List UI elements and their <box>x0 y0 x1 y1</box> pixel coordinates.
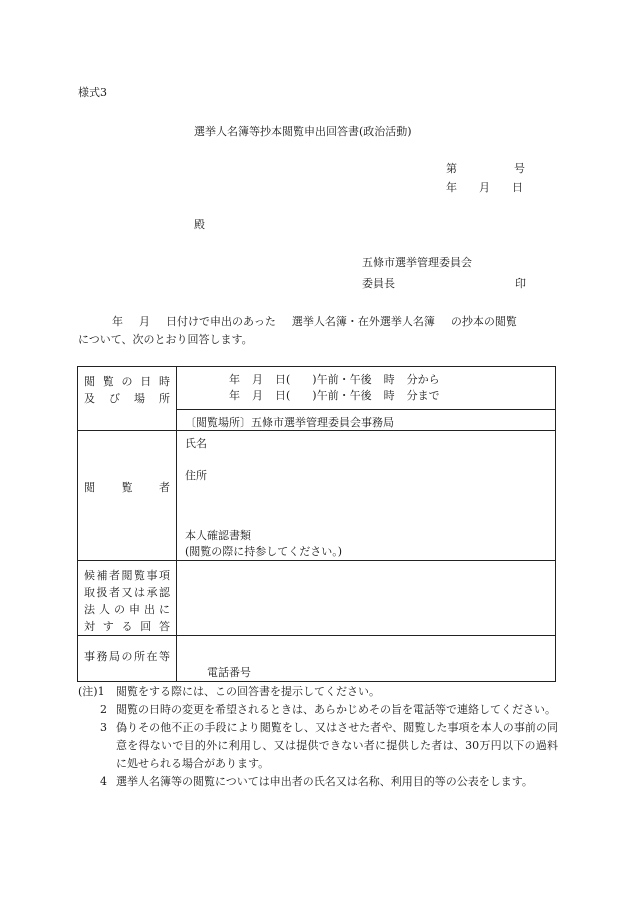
label-line: 法人の申出に <box>84 603 170 616</box>
note-text: 選挙人名簿等の閲覧については申出者の氏名又は名称、利用目的等の公表をします。 <box>116 775 533 788</box>
body-line-1 <box>78 313 553 331</box>
date-day: 日 <box>512 181 523 194</box>
note-text: 偽りその他不正の手段により閲覧をし、又はさせた者や、閲覧した事項を本人の事前の同意を得ないで目的外に利用し、又は提供できない者に提供した者は、30万円以下の過料に処せられる場合があります。 <box>116 721 558 770</box>
label-reply <box>78 561 177 636</box>
note-item <box>78 773 558 791</box>
notes <box>78 683 558 791</box>
body-roll-type: 選挙人名簿・在外選挙人名簿 <box>291 315 435 328</box>
datetime-cell[interactable] <box>177 367 556 410</box>
body-abstract: の抄本の閲覧 <box>450 315 517 328</box>
number-prefix: 第 <box>446 162 457 175</box>
seal-mark: 印 <box>515 277 526 290</box>
label-line: 及び場所 <box>84 392 170 405</box>
note-number: 2 <box>100 703 107 716</box>
label-line: 候補者閲覧事項 <box>84 569 170 582</box>
body-year: 年 <box>112 315 123 328</box>
form-id: 様式3 <box>78 86 107 99</box>
document-title: 選挙人名簿等抄本閲覧申出回答書(政治活動) <box>194 125 412 138</box>
note-item <box>78 683 558 701</box>
label-line: 対する回答 <box>84 620 170 633</box>
label-datetime-place <box>78 367 177 431</box>
note-number: 3 <box>100 721 107 734</box>
reply-cell[interactable] <box>177 561 556 636</box>
id-document-note: (閲覧の際に持参してください。) <box>185 545 343 558</box>
issuer-organization: 五條市選挙管理委員会 <box>362 256 472 269</box>
issuer-title: 委員長 <box>362 277 395 290</box>
note-text: 閲覧の日時の変更を希望されるときは、あらかじめその旨を電話等で連絡してください。 <box>116 703 556 716</box>
body-date-phrase: 日付けで申出のあった <box>166 315 276 328</box>
label-line: 事務局の所在等 <box>84 650 170 663</box>
reply-table <box>77 366 556 682</box>
label-office <box>78 636 177 682</box>
label-line: 閲覧の日時 <box>84 375 170 388</box>
viewer-cell[interactable] <box>177 431 556 561</box>
date-month: 月 <box>479 181 490 194</box>
id-document-label: 本人確認書類 <box>185 529 251 542</box>
phone-label: 電話番号 <box>207 666 251 679</box>
body-line-2: について、次のとおり回答します。 <box>78 333 253 346</box>
note-item <box>78 719 558 773</box>
note-number: 4 <box>100 775 107 788</box>
place-cell <box>177 410 556 431</box>
addressee-suffix: 殿 <box>194 218 205 231</box>
time-from: 年 月 日( )午前・午後 時 分から <box>229 373 440 386</box>
date-year: 年 <box>446 181 457 194</box>
number-suffix: 号 <box>514 162 525 175</box>
body-paragraph <box>78 313 553 349</box>
time-to: 年 月 日( )午前・午後 時 分まで <box>229 389 440 402</box>
viewing-place: 〔閲覧場所〕五條市選挙管理委員会事務局 <box>185 416 394 429</box>
note-number: (注)1 <box>78 685 105 698</box>
label-line: 取扱者又は承認 <box>84 586 170 599</box>
viewer-address-label: 住所 <box>185 469 207 482</box>
issue-date <box>446 181 523 194</box>
viewer-name-label: 氏名 <box>185 437 207 450</box>
note-item <box>78 701 558 719</box>
office-cell[interactable] <box>177 636 556 682</box>
label-line: 閲覧者 <box>84 481 170 494</box>
note-text: 閲覧をする際には、この回答書を提示してください。 <box>116 685 380 698</box>
label-viewer <box>78 431 177 561</box>
body-month: 月 <box>139 315 150 328</box>
